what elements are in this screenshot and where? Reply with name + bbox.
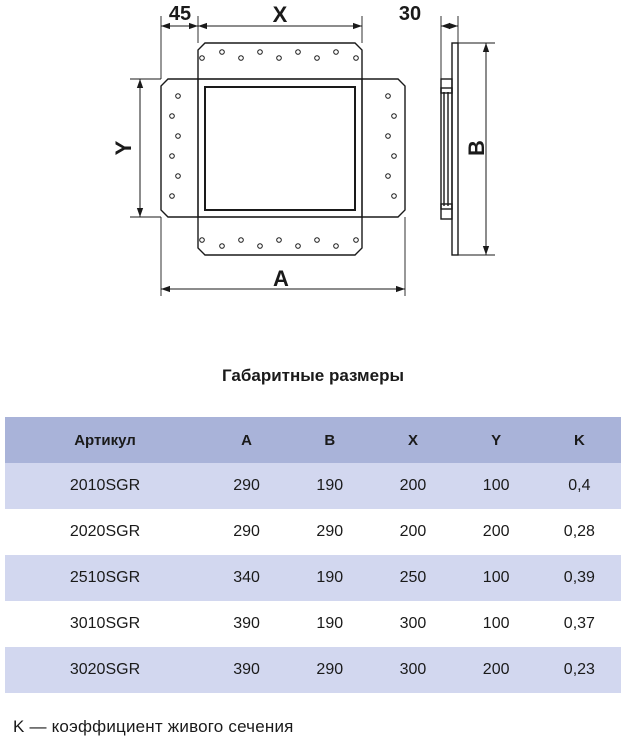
hole bbox=[354, 238, 359, 243]
cell-y: 100 bbox=[455, 555, 538, 601]
hole bbox=[176, 94, 181, 99]
hole bbox=[277, 56, 282, 61]
cell-x: 200 bbox=[371, 509, 454, 555]
cell-b: 290 bbox=[288, 647, 371, 693]
cell-k: 0,23 bbox=[538, 647, 621, 693]
label-a: A bbox=[273, 266, 289, 291]
frame-outer bbox=[198, 79, 362, 217]
label-x: X bbox=[272, 2, 288, 27]
cell-article: 2020SGR bbox=[5, 509, 205, 555]
dimensions-table bbox=[5, 417, 621, 693]
section-title: Габаритные размеры bbox=[222, 366, 404, 385]
cell-article: 3020SGR bbox=[5, 647, 205, 693]
header-article: Артикул bbox=[5, 417, 205, 463]
hole bbox=[386, 94, 391, 99]
hole bbox=[392, 194, 397, 199]
cell-k: 0,4 bbox=[538, 463, 621, 509]
table-row bbox=[5, 509, 621, 555]
hole bbox=[220, 244, 225, 249]
hole bbox=[315, 238, 320, 243]
label-depth-30: 30 bbox=[398, 3, 422, 25]
cell-y: 100 bbox=[455, 463, 538, 509]
cell-y: 200 bbox=[455, 647, 538, 693]
cell-article: 3010SGR bbox=[5, 601, 205, 647]
cell-k: 0,37 bbox=[538, 601, 621, 647]
hole bbox=[200, 56, 205, 61]
cell-y: 100 bbox=[455, 601, 538, 647]
header-x: X bbox=[371, 417, 454, 463]
cell-y: 200 bbox=[455, 509, 538, 555]
cell-x: 300 bbox=[371, 601, 454, 647]
cell-b: 190 bbox=[288, 601, 371, 647]
hole bbox=[386, 134, 391, 139]
hole bbox=[258, 50, 263, 55]
hole bbox=[170, 154, 175, 159]
hole bbox=[176, 134, 181, 139]
cell-k: 0,39 bbox=[538, 555, 621, 601]
label-b: B bbox=[464, 140, 489, 156]
hole bbox=[176, 174, 181, 179]
side-view bbox=[441, 43, 458, 255]
hole bbox=[386, 174, 391, 179]
frame-opening bbox=[205, 87, 355, 210]
hole bbox=[296, 244, 301, 249]
hole bbox=[354, 56, 359, 61]
label-flange-45: 45 bbox=[168, 3, 192, 25]
hole bbox=[296, 50, 301, 55]
cell-a: 290 bbox=[205, 463, 288, 509]
table-row bbox=[5, 555, 621, 601]
header-k: K bbox=[538, 417, 621, 463]
cell-x: 300 bbox=[371, 647, 454, 693]
cell-k: 0,28 bbox=[538, 509, 621, 555]
hole bbox=[239, 56, 244, 61]
hole bbox=[239, 238, 244, 243]
cell-a: 340 bbox=[205, 555, 288, 601]
hole bbox=[220, 50, 225, 55]
dimension-drawing bbox=[0, 0, 626, 360]
dimension-lines bbox=[140, 26, 486, 289]
table-row bbox=[5, 601, 621, 647]
footnote: K — коэффициент живого сечения bbox=[13, 717, 294, 736]
extension-lines bbox=[130, 16, 495, 296]
cell-b: 190 bbox=[288, 555, 371, 601]
hole bbox=[392, 154, 397, 159]
hole bbox=[277, 238, 282, 243]
header-b: B bbox=[288, 417, 371, 463]
hole bbox=[258, 244, 263, 249]
header-a: A bbox=[205, 417, 288, 463]
hole bbox=[170, 114, 175, 119]
hole bbox=[200, 238, 205, 243]
hole bbox=[315, 56, 320, 61]
cell-x: 250 bbox=[371, 555, 454, 601]
cell-article: 2010SGR bbox=[5, 463, 205, 509]
cell-a: 390 bbox=[205, 601, 288, 647]
cell-a: 290 bbox=[205, 509, 288, 555]
table-row bbox=[5, 463, 621, 509]
cell-b: 290 bbox=[288, 509, 371, 555]
cell-x: 200 bbox=[371, 463, 454, 509]
cell-a: 390 bbox=[205, 647, 288, 693]
label-y: Y bbox=[111, 140, 136, 156]
cell-article: 2510SGR bbox=[5, 555, 205, 601]
hole bbox=[334, 244, 339, 249]
hole bbox=[392, 114, 397, 119]
cell-b: 190 bbox=[288, 463, 371, 509]
hole bbox=[170, 194, 175, 199]
front-view bbox=[161, 43, 405, 255]
table-header-row bbox=[5, 417, 621, 463]
hole bbox=[334, 50, 339, 55]
table-row bbox=[5, 647, 621, 693]
header-y: Y bbox=[455, 417, 538, 463]
